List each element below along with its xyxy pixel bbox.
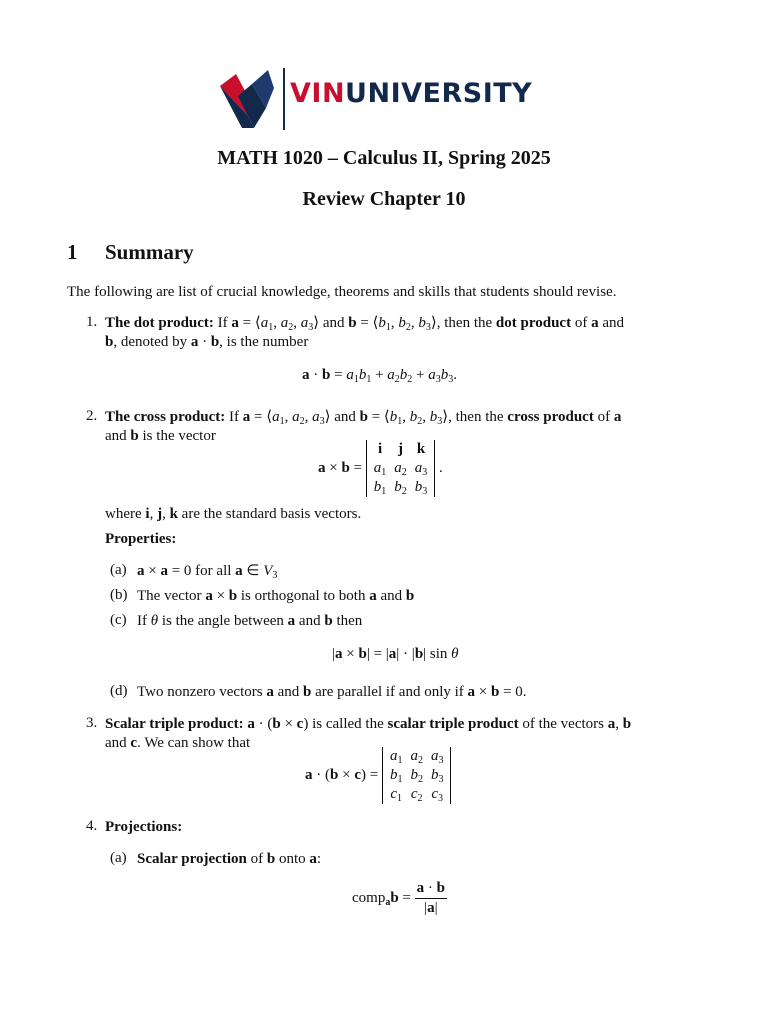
course-title: MATH 1020 – Calculus II, Spring 2025 <box>217 147 551 169</box>
intro-paragraph: The following are list of crucial knowledge, theorems and skills that students should revise. <box>67 284 617 300</box>
cross-product-formula: a × b = i j k $a_1$ $a_2$ $a_3$ $b_1$ $b_2$ $b_3$ . <box>318 441 443 497</box>
projections-heading: Projections: <box>105 819 183 835</box>
property-a-text: a × a = 0 for all a ∈ $V_3$ <box>137 563 278 581</box>
properties-label: Properties: <box>105 531 177 547</box>
scalar-projection-text: Scalar projection of b onto a: <box>137 851 322 867</box>
dot-product-text: The dot product: If $a = ⟨a_1$, $a_2$, $a_3⟩$ and $b = ⟨b_1$, $b_2$, $b_3⟩$, then the dot product of a and <box>105 315 624 333</box>
item-number: 4. <box>86 818 98 834</box>
property-label: (b) <box>110 587 128 603</box>
vinuniversity-logo <box>218 66 533 132</box>
item-number: 3. <box>86 715 98 731</box>
basis-vectors-text: where i, j, k are the standard basis vectors. <box>105 506 362 522</box>
triple-product-text: Scalar triple product: a · (b × c) is called the scalar triple product of the vectors a, b <box>105 716 632 732</box>
property-d-text: Two nonzero vectors a and b are parallel if and only if a × b = 0. <box>137 684 527 700</box>
triple-product-formula: a · (b × c) = $a_1$ $a_2$ $a_3$ $b_1$ $b_2$ $b_3$ $c_1$ $c_2$ $c_3$ <box>305 747 451 804</box>
property-c-text: If θ is the angle between a and b then <box>137 613 363 629</box>
cross-product-continuation: and b is the vector <box>105 428 216 444</box>
chapter-title: Review Chapter 10 <box>302 188 466 210</box>
property-b-text: The vector a × b is orthogonal to both a and b <box>137 588 415 604</box>
dot-product-formula: $a \cdot b = a_1b_1 + a_2b_2 + a_3b_3$. <box>302 367 457 385</box>
logo-wordmark: VINUNIVERSITY <box>290 78 533 109</box>
subitem-label: (a) <box>110 850 127 866</box>
item-number: 1. <box>86 314 98 330</box>
vin-logo-mark-icon <box>218 66 290 132</box>
property-label: (d) <box>110 683 128 699</box>
scalar-projection-formula: comp$_a$b = $\frac{a \cdot b}{|a|}$ <box>352 880 445 916</box>
item-number: 2. <box>86 408 98 424</box>
property-label: (c) <box>110 612 127 628</box>
cross-magnitude-formula: |a × b| = |a| · |b| sin θ <box>332 646 459 662</box>
property-label: (a) <box>110 562 127 578</box>
section-heading: 1 Summary <box>67 240 194 264</box>
cross-product-text: The cross product: If $a = ⟨a_1$, $a_2$, $a_3⟩$ and $b = ⟨b_1$, $b_2$, $b_3⟩$, then the cross product of a <box>105 409 622 427</box>
dot-product-continuation: b, denoted by a · b, is the number <box>105 334 309 350</box>
triple-product-continuation: and c. We can show that <box>105 735 251 751</box>
